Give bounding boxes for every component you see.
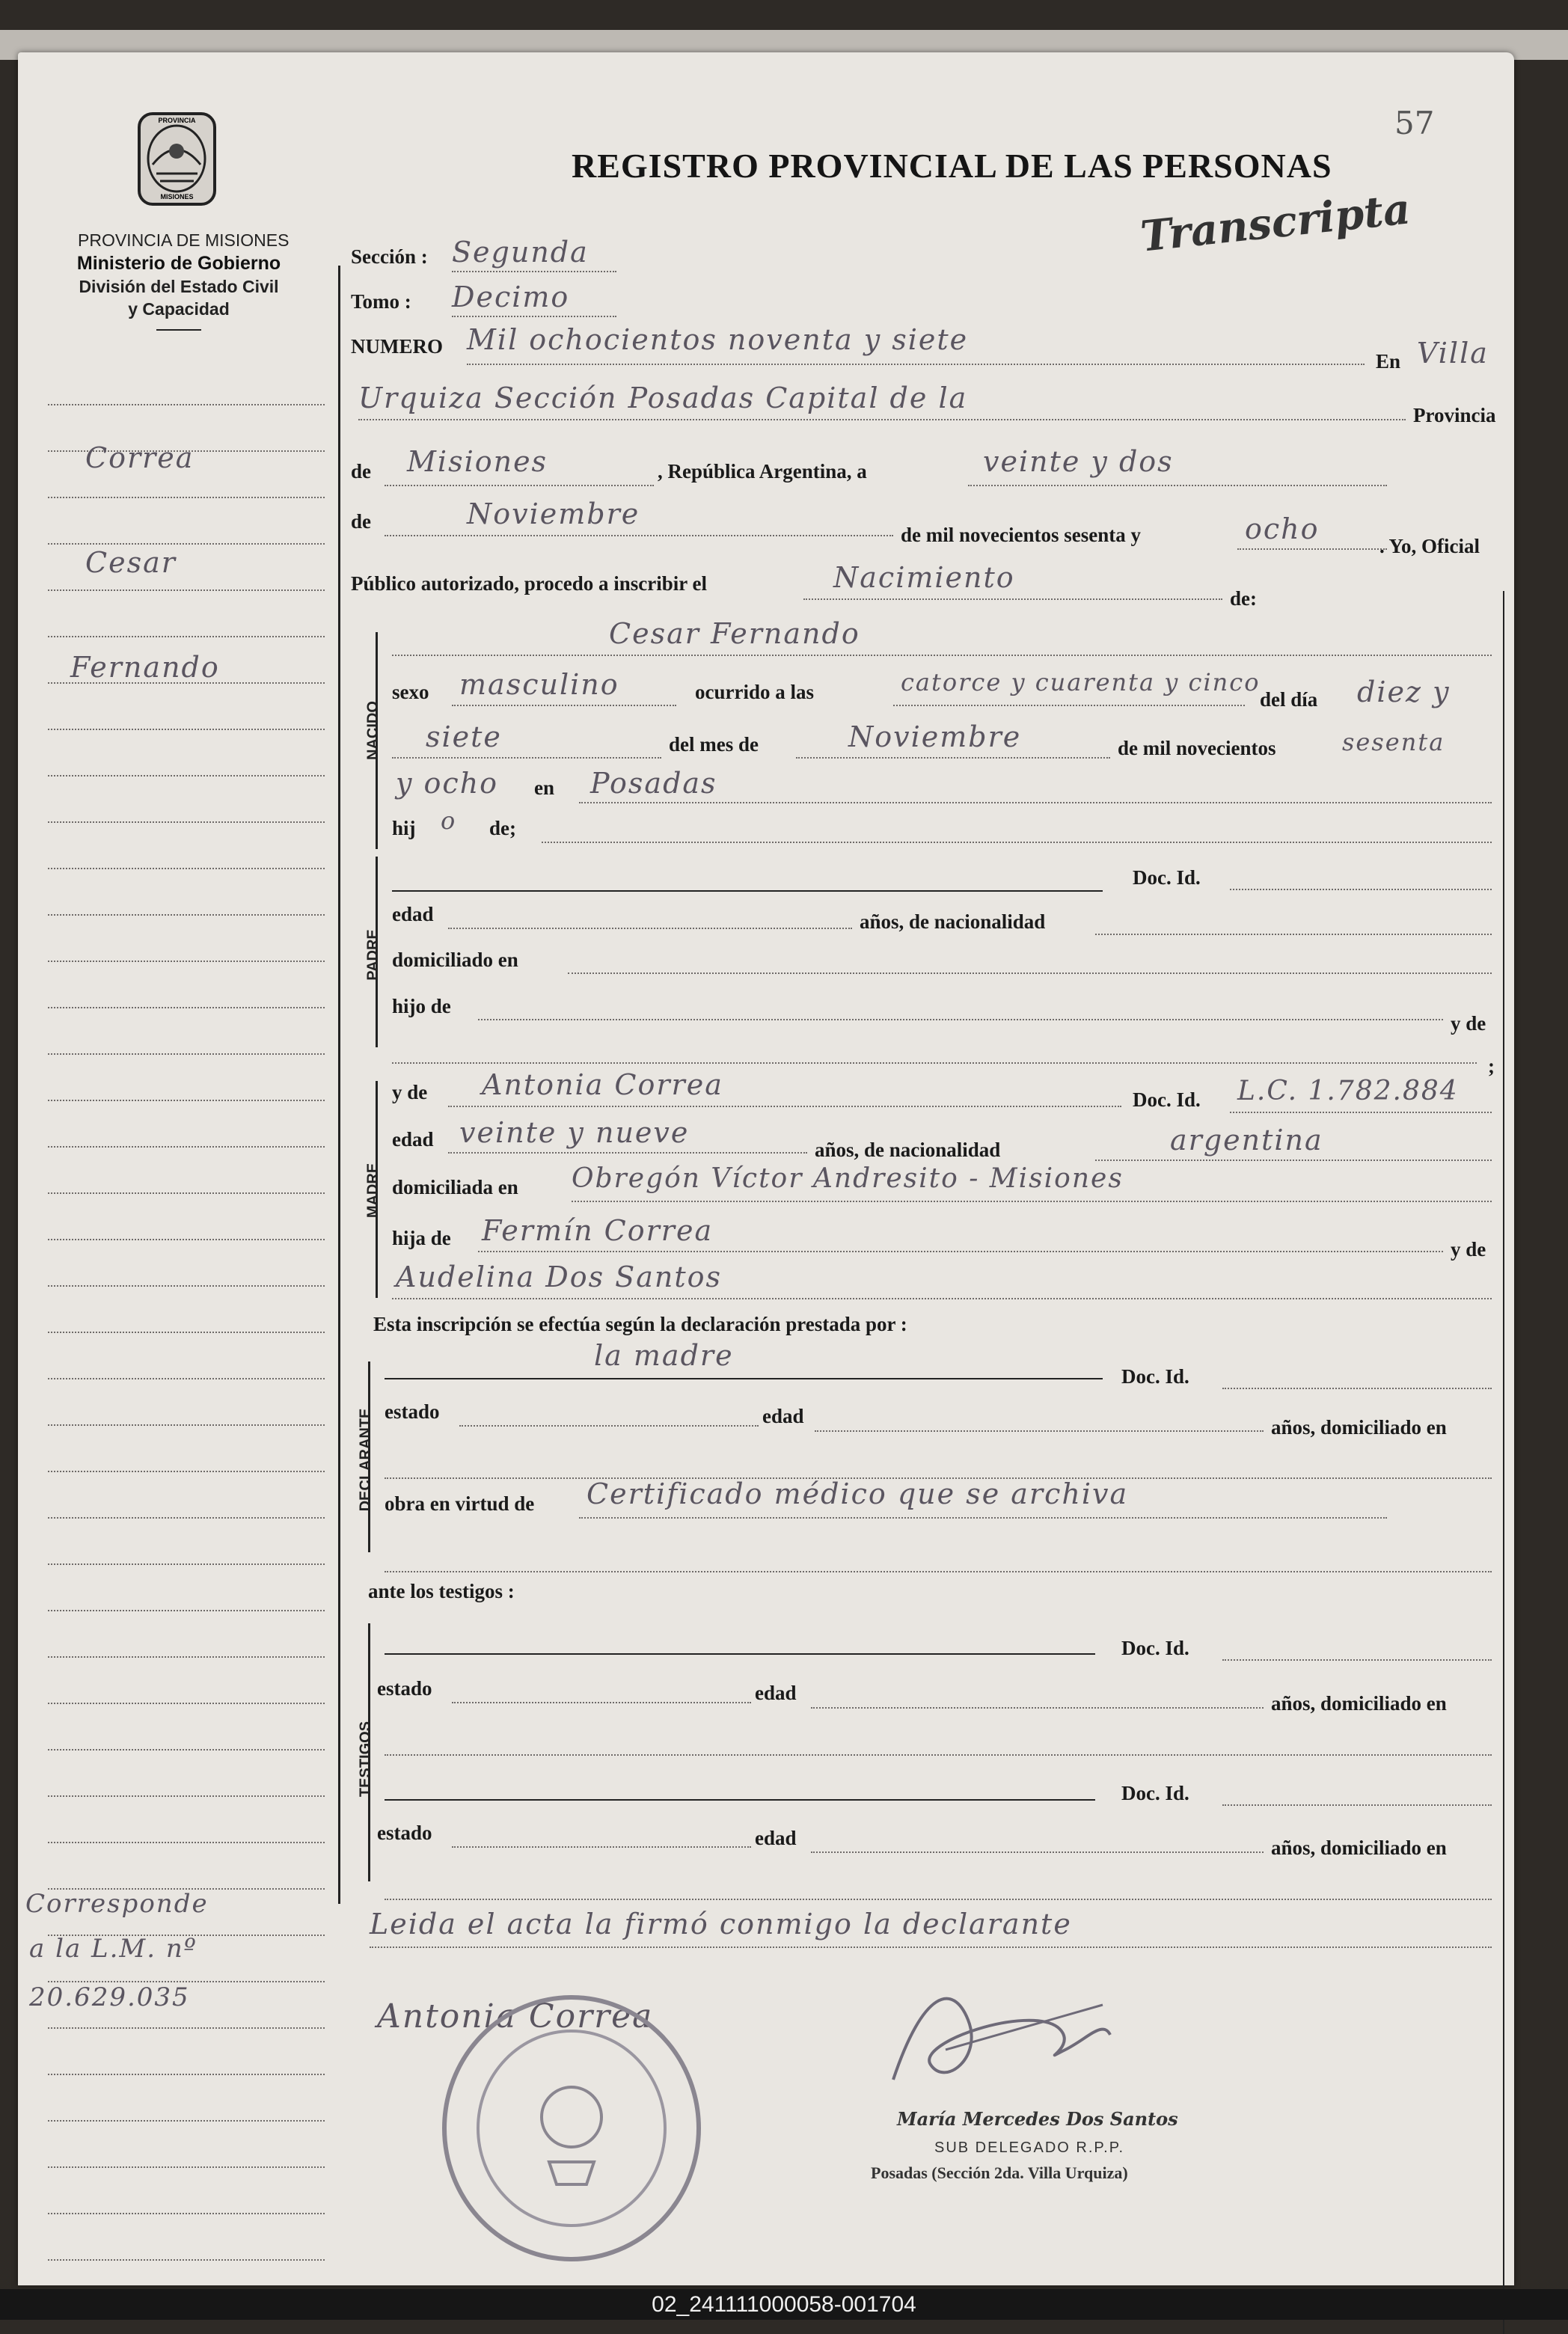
seal-text-top: PROVINCIA bbox=[158, 117, 196, 124]
numero-value: Mil ochocientos noventa y siete bbox=[467, 323, 969, 356]
madre-madre-line bbox=[392, 1298, 1492, 1299]
declarante-name-line bbox=[385, 1378, 1103, 1379]
madre-padre-value: Fermín Correa bbox=[482, 1214, 714, 1247]
declarante-edad-line bbox=[815, 1430, 1264, 1432]
margin-ruling-line bbox=[48, 1471, 325, 1472]
anio-nac-value: sesenta bbox=[1342, 728, 1445, 756]
margin-ruling-line bbox=[48, 2259, 325, 2261]
madre-y-de-label: y de bbox=[392, 1081, 428, 1103]
margin-given-2: Fernando bbox=[70, 651, 220, 684]
madre-nombre-value: Antonia Correa bbox=[482, 1068, 723, 1101]
footer-bar bbox=[0, 2289, 1568, 2320]
madre-hija-line bbox=[478, 1251, 1443, 1252]
margin-ruling-line bbox=[48, 1239, 325, 1240]
del-dia-label: del día bbox=[1260, 688, 1318, 711]
padre-nac-label: años, de nacionalidad bbox=[860, 910, 1046, 933]
yo-oficial-label: . Yo, Oficial bbox=[1379, 535, 1480, 557]
testigo2-estado-label: estado bbox=[377, 1822, 432, 1844]
testigo1-doc-label: Doc. Id. bbox=[1121, 1637, 1189, 1659]
margin-surname: Correa bbox=[85, 441, 195, 474]
madre-doc-value: L.C. 1.782.884 bbox=[1237, 1076, 1459, 1106]
padre-dom-line bbox=[568, 972, 1492, 974]
hij-line bbox=[542, 842, 1492, 843]
cierre-line bbox=[370, 1946, 1492, 1948]
margin-ruling-line bbox=[48, 1656, 325, 1658]
margin-ruling-line bbox=[48, 636, 325, 637]
margin-ruling-line bbox=[48, 1795, 325, 1797]
margin-ruling-line bbox=[48, 775, 325, 777]
nombre-value: Cesar Fernando bbox=[609, 617, 860, 650]
tomo-line bbox=[452, 316, 616, 317]
cierre-value: Leida el acta la firmó conmigo la declarante bbox=[370, 1908, 1072, 1941]
page-title: REGISTRO PROVINCIAL DE LAS PERSONAS bbox=[572, 147, 1332, 185]
testigo2-doc-line bbox=[1222, 1804, 1492, 1806]
republica-label: , República Argentina, a bbox=[658, 460, 867, 483]
acto-value: Nacimiento bbox=[833, 561, 1015, 594]
testigos-side-label: TESTIGOS bbox=[357, 1721, 374, 1798]
dia-nac-value-2: siete bbox=[426, 720, 502, 753]
anio-value: ocho bbox=[1245, 512, 1320, 545]
testigo1-estado-line bbox=[452, 1702, 751, 1703]
anio-nac-value-2: y ocho bbox=[396, 767, 499, 800]
en-line bbox=[358, 419, 1406, 420]
padre-nac-line bbox=[1095, 934, 1492, 935]
obra-line bbox=[579, 1517, 1387, 1519]
dia-nac-value: diez y bbox=[1357, 676, 1451, 708]
en2-label: en bbox=[534, 777, 554, 799]
madre-hija-label: hija de bbox=[392, 1227, 451, 1249]
testigo1-name-line bbox=[385, 1653, 1095, 1655]
lugar-line bbox=[579, 802, 1492, 803]
ante-label: ante los testigos : bbox=[368, 1580, 515, 1602]
province-label: PROVINCIA DE MISIONES bbox=[78, 230, 290, 250]
testigo1-edad-line bbox=[811, 1707, 1264, 1709]
testigo2-extra-line bbox=[385, 1899, 1492, 1900]
margin-ruling-line bbox=[48, 589, 325, 591]
seccion-line bbox=[452, 271, 616, 272]
margin-ruling-line bbox=[48, 1610, 325, 1611]
testigo1-estado-label: estado bbox=[377, 1677, 432, 1700]
declarante-side-label: DECLARANTE bbox=[357, 1408, 374, 1512]
acto-line bbox=[803, 598, 1222, 600]
testigo2-dom-label: años, domiciliado en bbox=[1271, 1837, 1447, 1859]
padre-side-label: PADRE bbox=[364, 929, 382, 981]
margin-note-3: 20.629.035 bbox=[29, 1982, 190, 2012]
margin-ruling-line bbox=[48, 1192, 325, 1194]
margin-ruling-line bbox=[48, 2074, 325, 2075]
margin-ruling-line bbox=[48, 1332, 325, 1333]
dia-line bbox=[968, 485, 1387, 486]
madre-dom-label: domiciliada en bbox=[392, 1176, 518, 1198]
madre-dom-value: Obregón Víctor Andresito - Misiones bbox=[572, 1163, 1124, 1194]
en-label: En bbox=[1376, 350, 1401, 373]
testigo2-edad-line bbox=[811, 1851, 1264, 1853]
margin-ruling-line bbox=[48, 2027, 325, 2029]
margin-ruling-line bbox=[48, 1517, 325, 1519]
testigo2-estado-line bbox=[452, 1846, 751, 1848]
hij-label: hij bbox=[392, 817, 416, 839]
padre-hijo-line bbox=[478, 1019, 1443, 1020]
mil-novecientos-label: de mil novecientos sesenta y bbox=[901, 524, 1141, 546]
padre-hijo-label: hijo de bbox=[392, 995, 451, 1017]
provincia-label: Provincia bbox=[1413, 404, 1496, 426]
official-role: SUB DELEGADO R.P.P. bbox=[934, 2140, 1125, 2156]
madre-edad-line bbox=[448, 1152, 807, 1154]
hora-line bbox=[893, 705, 1245, 706]
padre-y-de-label: y de bbox=[1451, 1012, 1486, 1035]
tomo-label: Tomo : bbox=[351, 290, 411, 313]
seccion-label: Sección : bbox=[351, 245, 428, 268]
margin-ruling-line bbox=[48, 1285, 325, 1287]
mes-line bbox=[385, 535, 893, 536]
padre-doc-label: Doc. Id. bbox=[1133, 866, 1201, 889]
de2-label: de bbox=[351, 510, 371, 533]
mes-value: Noviembre bbox=[467, 497, 640, 530]
mes-nac-line bbox=[796, 757, 1110, 759]
margin-note-2: a la L.M. nº bbox=[29, 1934, 197, 1964]
form-left-border bbox=[338, 266, 340, 1904]
madre-nac-label: años, de nacionalidad bbox=[815, 1139, 1001, 1161]
margin-ruling-line bbox=[48, 543, 325, 545]
sexo-line bbox=[452, 705, 676, 706]
declarante-doc-line bbox=[1222, 1388, 1492, 1389]
margin-ruling-line bbox=[48, 1842, 325, 1843]
margin-note-1: Corresponde bbox=[25, 1889, 209, 1919]
testigo1-dom-label: años, domiciliado en bbox=[1271, 1692, 1447, 1715]
margin-ruling-line bbox=[48, 729, 325, 730]
padre-dom-label: domiciliado en bbox=[392, 949, 518, 971]
padre-doc-line bbox=[1230, 889, 1492, 890]
en-value-1: Villa bbox=[1417, 337, 1489, 370]
testigo2-doc-label: Doc. Id. bbox=[1121, 1782, 1189, 1804]
nacido-side-label: NACIDO bbox=[364, 701, 382, 760]
en-value-2: Urquiza Sección Posadas Capital de la bbox=[358, 382, 968, 414]
official-signature-icon bbox=[878, 1975, 1125, 2102]
margin-ruling-line bbox=[48, 497, 325, 498]
declarante-doc-label: Doc. Id. bbox=[1121, 1365, 1189, 1388]
dia-nac-line bbox=[392, 757, 661, 759]
padre-name-line bbox=[392, 890, 1103, 892]
obra-extra-line bbox=[385, 1571, 1492, 1572]
margin-ruling-line bbox=[48, 1053, 325, 1055]
round-seal-icon bbox=[437, 1990, 706, 2267]
margin-ruling-line bbox=[48, 1563, 325, 1565]
madre-dom-line bbox=[572, 1201, 1492, 1202]
testigo1-doc-line bbox=[1222, 1659, 1492, 1661]
madre-nac-line bbox=[1095, 1160, 1492, 1161]
madre-y-de2-label: y de bbox=[1451, 1238, 1486, 1261]
madre-edad-value: veinte y nueve bbox=[459, 1116, 690, 1149]
de3-label: de: bbox=[1230, 587, 1257, 610]
margin-ruling-line bbox=[48, 2120, 325, 2122]
del-mes-label: del mes de bbox=[669, 733, 759, 756]
header-divider bbox=[156, 329, 201, 331]
mes-nac-value: Noviembre bbox=[848, 720, 1022, 753]
official-name: María Mercedes Dos Santos bbox=[897, 2108, 1178, 2130]
margin-ruling-line bbox=[48, 1424, 325, 1426]
sexo-value: masculino bbox=[459, 668, 619, 701]
form-right-border bbox=[1503, 591, 1504, 2334]
padre-edad-line bbox=[448, 928, 852, 929]
de4-label: de; bbox=[489, 817, 516, 839]
padre-semicolon: ; bbox=[1488, 1055, 1495, 1077]
margin-ruling-line bbox=[48, 914, 325, 916]
margin-ruling-line bbox=[48, 1703, 325, 1704]
testigo1-edad-label: edad bbox=[755, 1682, 797, 1704]
numero-line bbox=[467, 364, 1365, 365]
declarante-signature: Antonia Correa bbox=[377, 1997, 654, 2036]
madre-doc-label: Doc. Id. bbox=[1133, 1088, 1201, 1111]
obra-label: obra en virtud de bbox=[385, 1492, 535, 1515]
seal-text-bottom: MISIONES bbox=[160, 193, 194, 200]
declarante-value: la madre bbox=[594, 1339, 734, 1372]
madre-nombre-line bbox=[448, 1106, 1121, 1107]
dia-value: veinte y dos bbox=[983, 445, 1174, 478]
declarante-estado-label: estado bbox=[385, 1400, 440, 1423]
testigo2-edad-label: edad bbox=[755, 1827, 797, 1849]
tomo-value: Decimo bbox=[452, 281, 570, 313]
margin-ruling-line bbox=[48, 404, 325, 405]
padre-edad-label: edad bbox=[392, 903, 434, 925]
testigo2-name-line bbox=[385, 1799, 1095, 1801]
madre-madre-value: Audelina Dos Santos bbox=[396, 1261, 722, 1293]
de-label: de bbox=[351, 460, 371, 483]
padre-extra-line bbox=[392, 1062, 1477, 1064]
madre-side-label: MADRE bbox=[364, 1163, 382, 1219]
footer-id: 02_241111000058-001704 bbox=[652, 2292, 916, 2317]
de-mil-nov-label: de mil novecientos bbox=[1118, 737, 1276, 759]
declarante-estado-line bbox=[459, 1425, 759, 1427]
coat-of-arms-icon bbox=[138, 112, 216, 206]
publico-label: Público autorizado, procedo a inscribir el bbox=[351, 572, 707, 595]
margin-ruling-line bbox=[48, 868, 325, 869]
transcripta-stamp: Transcripta bbox=[1138, 184, 1413, 262]
register-page bbox=[18, 52, 1514, 2285]
ministry-label: Ministerio de Gobierno bbox=[76, 253, 281, 274]
lugar-value: Posadas bbox=[590, 767, 717, 800]
margin-ruling-line bbox=[48, 1378, 325, 1379]
margin-ruling-line bbox=[48, 1100, 325, 1101]
margin-ruling-line bbox=[48, 2166, 325, 2168]
division-label-1: División del Estado Civil bbox=[79, 277, 279, 296]
numero-label: NUMERO bbox=[351, 335, 443, 358]
anio-line bbox=[1237, 548, 1387, 550]
division-label-2: y Capacidad bbox=[128, 299, 230, 319]
hijo-sufijo-value: o bbox=[441, 806, 457, 835]
margin-ruling-line bbox=[48, 1749, 325, 1750]
margin-ruling-line bbox=[48, 1007, 325, 1008]
nombre-line bbox=[392, 655, 1492, 656]
de-prov-line bbox=[385, 485, 654, 486]
testigo1-extra-line bbox=[385, 1754, 1492, 1756]
official-place: Posadas (Sección 2da. Villa Urquiza) bbox=[871, 2163, 1128, 2182]
sexo-label: sexo bbox=[392, 681, 429, 703]
madre-edad-label: edad bbox=[392, 1128, 434, 1151]
margin-ruling-line bbox=[48, 821, 325, 823]
declarante-dom-label: años, domiciliado en bbox=[1271, 1416, 1447, 1439]
page-number: 57 bbox=[1394, 105, 1435, 141]
obra-value: Certificado médico que se archiva bbox=[587, 1477, 1129, 1510]
margin-given-1: Cesar bbox=[85, 546, 177, 579]
madre-doc-line bbox=[1230, 1112, 1492, 1113]
margin-ruling-line bbox=[48, 961, 325, 962]
margin-ruling-line bbox=[48, 1146, 325, 1148]
hora-value: catorce y cuarenta y cinco bbox=[901, 668, 1261, 696]
seccion-value: Segunda bbox=[452, 236, 589, 269]
de-prov-value: Misiones bbox=[407, 445, 548, 478]
declarante-edad-label: edad bbox=[762, 1405, 804, 1427]
ocurrido-label: ocurrido a las bbox=[695, 681, 814, 703]
madre-nac-value: argentina bbox=[1170, 1124, 1323, 1157]
margin-ruling-line bbox=[48, 2213, 325, 2214]
esta-inscripcion-label: Esta inscripción se efectúa según la declaración prestada por : bbox=[373, 1313, 907, 1335]
